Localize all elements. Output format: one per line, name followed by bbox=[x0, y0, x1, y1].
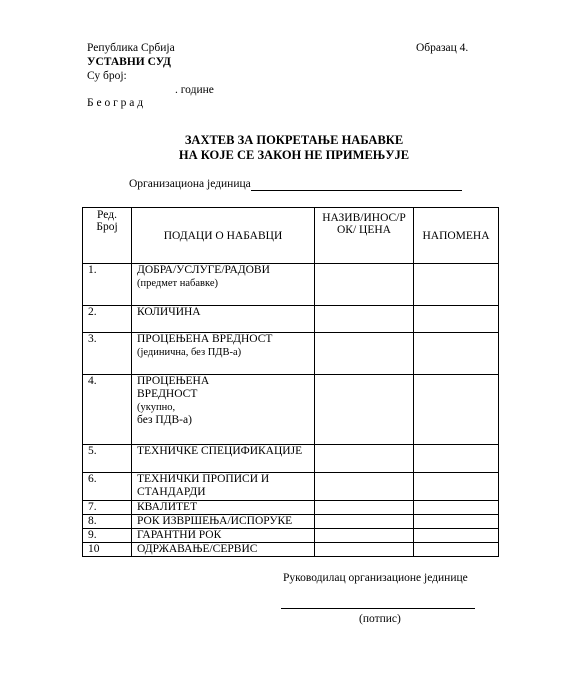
row-description-line: ГАРАНТНИ РОК bbox=[137, 529, 222, 541]
row-number: 8. bbox=[83, 515, 132, 529]
row-description bbox=[132, 515, 315, 529]
row-note-cell[interactable] bbox=[414, 529, 499, 543]
court-name: УСТАВНИ СУД bbox=[87, 56, 171, 68]
row-name-price-cell[interactable] bbox=[315, 375, 414, 445]
table-row bbox=[83, 529, 499, 543]
row-description bbox=[132, 529, 315, 543]
republic-label: Република Србија bbox=[87, 42, 175, 54]
table-row bbox=[83, 515, 499, 529]
row-description-line: ТЕХНИЧКИ ПРОПИСИ И bbox=[137, 473, 270, 485]
row-description bbox=[132, 501, 315, 515]
row-note-cell[interactable] bbox=[414, 306, 499, 333]
table-row bbox=[83, 333, 499, 375]
row-note-cell[interactable] bbox=[414, 515, 499, 529]
row-description-line: без ПДВ-а) bbox=[137, 414, 192, 426]
header-name-price: НАЗИВ/ИНОС/Р ОК/ ЦЕНА bbox=[315, 208, 414, 264]
row-name-price-cell[interactable] bbox=[315, 515, 414, 529]
row-note-cell[interactable] bbox=[414, 473, 499, 501]
row-number: 2. bbox=[83, 306, 132, 333]
row-number: 6. bbox=[83, 473, 132, 501]
row-number: 1. bbox=[83, 264, 132, 306]
org-unit-field[interactable] bbox=[251, 178, 462, 191]
header-note: НАПОМЕНА bbox=[414, 208, 499, 264]
row-description-line: ТЕХНИЧКЕ СПЕЦИФИКАЦИЈЕ bbox=[137, 445, 303, 457]
table-row bbox=[83, 543, 499, 557]
org-unit-row bbox=[129, 178, 462, 191]
row-description bbox=[132, 473, 315, 501]
city-label: Б е о г р а д bbox=[87, 97, 144, 109]
row-name-price-cell[interactable] bbox=[315, 333, 414, 375]
table-header-row bbox=[83, 208, 499, 264]
row-number: 4. bbox=[83, 375, 132, 445]
row-number: 7. bbox=[83, 501, 132, 515]
row-note-cell[interactable] bbox=[414, 543, 499, 557]
title-line-2: НА КОЈЕ СЕ ЗАКОН НЕ ПРИМЕЊУЈЕ bbox=[178, 148, 410, 162]
header-data: ПОДАЦИ О НАБАВЦИ bbox=[132, 208, 315, 264]
row-number: 9. bbox=[83, 529, 132, 543]
row-name-price-cell[interactable] bbox=[315, 445, 414, 473]
row-number: 5. bbox=[83, 445, 132, 473]
row-description-line: СТАНДАРДИ bbox=[137, 486, 206, 498]
row-description bbox=[132, 543, 315, 557]
row-description-line: ДОБРА/УСЛУГЕ/РАДОВИ bbox=[137, 264, 270, 276]
signature-line[interactable] bbox=[281, 608, 475, 609]
row-note-cell[interactable] bbox=[414, 333, 499, 375]
document-title bbox=[0, 133, 588, 163]
row-description bbox=[132, 445, 315, 473]
row-note-cell[interactable] bbox=[414, 375, 499, 445]
row-note-cell[interactable] bbox=[414, 264, 499, 306]
row-description-line: (предмет набавке) bbox=[137, 278, 218, 289]
row-description bbox=[132, 306, 315, 333]
row-description-line: ОДРЖАВАЊЕ/СЕРВИС bbox=[137, 543, 258, 555]
row-description-line: (јединична, без ПДВ-а) bbox=[137, 347, 242, 358]
row-note-cell[interactable] bbox=[414, 445, 499, 473]
row-description bbox=[132, 375, 315, 445]
org-unit-label: Организациона јединица bbox=[129, 178, 251, 190]
date-suffix: . године bbox=[175, 84, 214, 96]
row-name-price-cell[interactable] bbox=[315, 501, 414, 515]
row-name-price-cell[interactable] bbox=[315, 473, 414, 501]
row-description-line: КВАЛИТЕТ bbox=[137, 501, 198, 513]
row-description-line: ВРЕДНОСТ bbox=[137, 388, 198, 400]
row-description-line: КОЛИЧИНА bbox=[137, 306, 201, 318]
row-note-cell[interactable] bbox=[414, 501, 499, 515]
row-description-line: (укупно, bbox=[137, 402, 176, 413]
table-row bbox=[83, 501, 499, 515]
table-row bbox=[83, 306, 499, 333]
row-number: 10 bbox=[83, 543, 132, 557]
head-of-unit-label: Руководилац организационе јединице bbox=[283, 572, 468, 584]
row-name-price-cell[interactable] bbox=[315, 529, 414, 543]
row-description bbox=[132, 264, 315, 306]
table-row bbox=[83, 375, 499, 445]
row-name-price-cell[interactable] bbox=[315, 264, 414, 306]
row-number: 3. bbox=[83, 333, 132, 375]
row-name-price-cell[interactable] bbox=[315, 543, 414, 557]
form-number-label: Образац 4. bbox=[416, 42, 469, 54]
row-description-line: ПРОЦЕЊЕНА bbox=[137, 375, 210, 387]
table-row bbox=[83, 264, 499, 306]
table-body bbox=[83, 264, 499, 557]
table-row bbox=[83, 445, 499, 473]
signature-label: (потпис) bbox=[359, 613, 401, 625]
table-row bbox=[83, 473, 499, 501]
row-description-line: РОК ИЗВРШЕЊА/ИСПОРУКЕ bbox=[137, 515, 293, 527]
row-description-line: ПРОЦЕЊЕНА ВРЕДНОСТ bbox=[137, 333, 273, 345]
row-name-price-cell[interactable] bbox=[315, 306, 414, 333]
procurement-table bbox=[82, 207, 499, 557]
title-line-1: ЗАХТЕВ ЗА ПОКРЕТАЊЕ НАБАВКЕ bbox=[184, 133, 404, 147]
row-description bbox=[132, 333, 315, 375]
case-number-label: Су број: bbox=[87, 70, 127, 82]
header-no: Ред. Број bbox=[83, 208, 132, 264]
